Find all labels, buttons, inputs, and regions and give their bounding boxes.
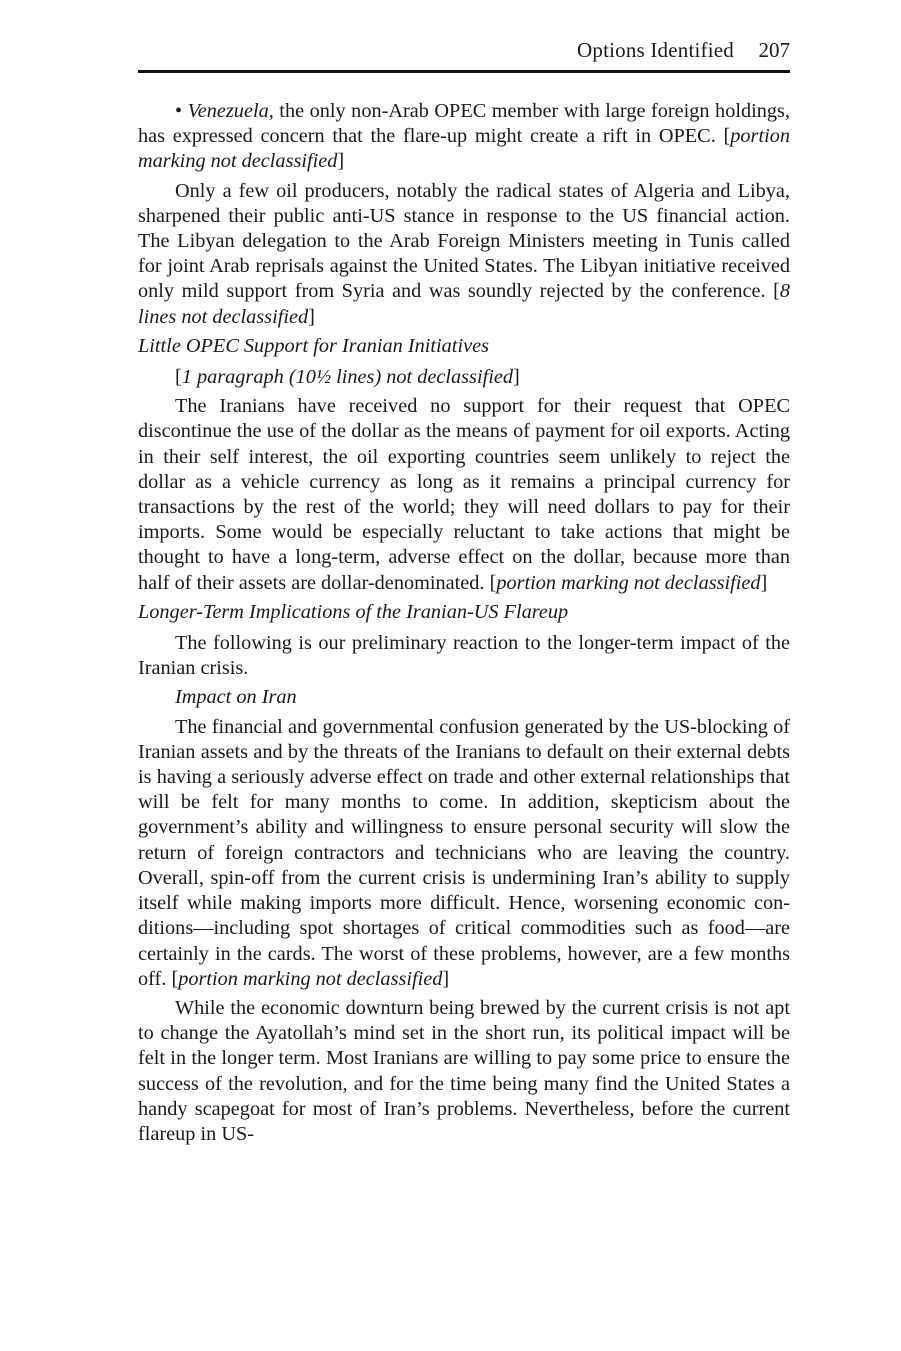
redaction-note: portion marking not declassified — [138, 125, 790, 173]
page-body — [138, 99, 790, 1147]
paragraph-venezuela: • Venezuela, the only non-Arab OPEC member with large foreign holdings, has expressed concern that the flare-up might create a rift in OPEC. [portion marking not declassified] — [138, 100, 790, 173]
bullet-glyph: • — [175, 100, 183, 122]
running-header — [138, 36, 790, 73]
section-heading-opec: Little OPEC Support for Iranian Initiatives — [138, 334, 489, 357]
paragraph-text: the only non-Arab OPEC member with large foreign holdings, has expressed concern that the flare-up might create a rift in OPEC. — [138, 100, 790, 148]
country-name: Venezuela, — [187, 100, 274, 122]
paragraph-redacted: [1 paragraph (10½ lines) not declassified] — [175, 366, 520, 389]
subheading-impact-on-iran: Impact on Iran — [175, 686, 297, 709]
redaction-note: portion marking not declassified — [496, 571, 761, 594]
paragraph-text: The Iranians have received no support for their request that OPEC discontinue the use of the dollar as the means of payment for oil exports. Acting in their self interest, the oil exporting countries seem unlikely to reject the dollar as a vehicle currency as long as it remains a principal currency for transactions by the rest of the world; they will need dollars to pay for their imports. Some would be especially reluctant to take actions that might be thought to have a long-term, adverse effect on the dollar, because more than half of their assets are dollar-denominated. — [138, 395, 790, 594]
paragraph-text: While the economic downturn being brewed by the current crisis is not apt to change the Ayatollah’s mind set in the short run, its political impact will be felt in the longer term. Most Iranians are willing to pay some price to ensure the success of the revolution, and for the time being many find the United States a handy scapegoat for most of Iran’s problems. Nevertheless, before the current flareup in US- — [138, 996, 790, 1145]
paragraph-text: The financial and governmental confusion generated by the US-blocking of Iranian assets and by the threats of the Iranians to default on their external debts is having a seriously adverse effect on trade and other external relationships that will be felt for many months to come. In addition, skepticism about the government’s ability and willingness to ensure personal security will slow the return of foreign contractors and technicians who are leaving the country. Overall, spin-off from the current crisis is undermining Iran’s ability to supply itself while making imports more difficult. Hence, worsening economic conditions—including spot shortages of critical commodities such as food—are certainly in the cards. The worst of these problems, however, are a few months off. — [138, 715, 790, 990]
paragraph-preliminary — [138, 631, 790, 681]
paragraph-text: Only a few oil producers, notably the radical states of Algeria and Libya, sharpened their public anti-US stance in response to the US financial action. The Libyan delegation to the Arab Foreign Ministers meeting in Tunis called for joint Arab reprisals against the United States. The Libyan initiative received only mild support from Syria and was soundly rejected by the conference. — [138, 179, 790, 303]
header-title: Options Identified — [577, 38, 734, 62]
paragraph-dollar: The Iranians have received no support for their request that OPEC discontinue the use of the dollar as the means of payment for oil exports. Acting in their self interest, the oil exporting countries seem unlikely to reject the dollar as a vehicle currency as long as it remains a principal currency for transactions by the rest of the world; they will need dollars to pay for their imports. Some would be especially reluctant to take actions that might be thought to have a long-term, adverse effect on the dollar, because more than half of their assets are dollar-denominated. [portion marking not declassified] — [138, 395, 790, 594]
paragraph-economic-downturn — [138, 996, 790, 1147]
paragraph-financial-confusion: The financial and governmental confusion generated by the US-blocking of Iranian assets and by the threats of the Iranians to default on their external debts is having a seriously adverse effect on trade and other external relationships that will be felt for many months to come. In addition, skepticism about the government’s ability and willingness to ensure personal security will slow the return of foreign contractors and technicians who are leaving the country. Overall, spin-off from the current crisis is undermining Iran’s ability to supply itself while making imports more difficult. Hence, worsening economic conditions—including spot shortages of critical commodities such as food—are certainly in the cards. The worst of these problems, however, are a few months off. [portion marking not declassified] — [138, 715, 790, 990]
redaction-note: portion marking not declassified — [178, 967, 443, 990]
section-heading-longer-term: Longer-Term Implications of the Iranian-US Flareup — [138, 600, 569, 623]
paragraph-algeria-libya: Only a few oil producers, notably the radical states of Algeria and Libya, sharpened their public anti-US stance in response to the US financial action. The Libyan delegation to the Arab Foreign Ministers meeting in Tunis called for joint Arab reprisals against the United States. The Libyan initiative received only mild support from Syria and was soundly rejected by the conference. [8 lines not declassified] — [138, 179, 790, 328]
paragraph-text: The following is our preliminary reaction to the longer-term impact of the Iranian crisis. — [138, 632, 790, 680]
redaction-note: 1 paragraph (10½ lines) not declassified — [181, 366, 513, 389]
redaction-note: 8 lines not declassified — [138, 280, 790, 328]
page-number: 207 — [758, 38, 790, 62]
